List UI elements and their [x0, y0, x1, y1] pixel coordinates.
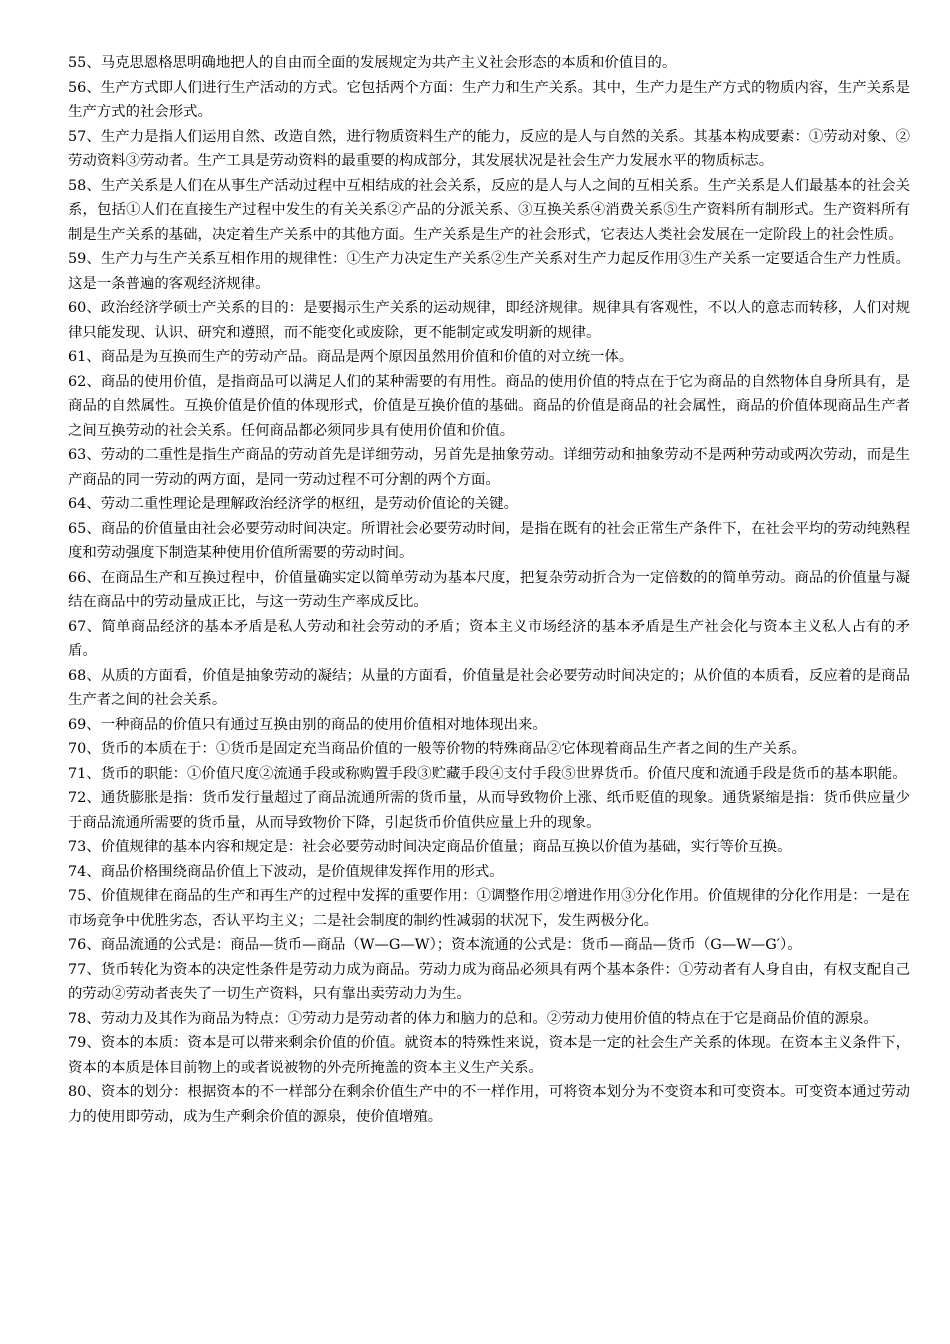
paragraph-78: 78、劳动力及其作为商品为特点：①劳动力是劳动者的体力和脑力的总和。②劳动力使用价值的特点在于它是商品价值的源泉。 [68, 1010, 878, 1027]
paragraph-59: 59、生产力与生产关系互相作用的规律性：①生产力决定生产关系②生产关系对生产力起反作用③生产关系一定要适合生产力性质。这是一条普遍的客观经济规律。 [68, 251, 910, 292]
paragraph-67: 67、简单商品经济的基本矛盾是私人劳动和社会劳动的矛盾；资本主义市场经济的基本矛盾是生产社会化与资本主义私人占有的矛盾。 [68, 618, 910, 659]
paragraph-62: 62、商品的使用价值，是指商品可以满足人们的某种需要的有用性。商品的使用价值的特点在于它为商品的自然物体自身所具有，是商品的自然属性。互换价值是价值的体现形式，价值是互换价值的基础。商品的价值是商品的社会属性，商品的价值体现商品生产者之间互换劳动的社会关系。任何商品都必须同步具有使用价值和价值。 [68, 373, 910, 439]
paragraph-66: 66、在商品生产和互换过程中，价值量确实定以简单劳动为基本尺度，把复杂劳动折合为一定倍数的的简单劳动。商品的价值量与凝结在商品中的劳动量成正比，与这一劳动生产率成反比。 [68, 569, 910, 610]
paragraph-65: 65、商品的价值量由社会必要劳动时间决定。所谓社会必要劳动时间，是指在既有的社会正常生产条件下，在社会平均的劳动纯熟程度和劳动强度下制造某种使用价值所需要的劳动时间。 [68, 520, 910, 561]
paragraph-56: 56、生产方式即人们进行生产活动的方式。它包括两个方面：生产力和生产关系。其中，生产力是生产方式的物质内容，生产关系是生产方式的社会形式。 [68, 79, 910, 120]
paragraph-61: 61、商品是为互换而生产的劳动产品。商品是两个原因虽然用价值和价值的对立统一体。 [68, 349, 634, 365]
paragraph-70: 70、货币的本质在于：①货币是固定充当商品价值的一般等价物的特殊商品②它体现着商品生产者之间的生产关系。 [68, 741, 806, 757]
paragraph-73: 73、价值规律的基本内容和规定是：社会必要劳动时间决定商品价值量；商品互换以价值为基础，实行等价互换。 [68, 839, 792, 855]
paragraph-72: 72、通货膨胀是指：货币发行量超过了商品流通所需的货币量，从而导致物价上涨、纸币贬值的现象。通货紧缩是指：货币供应量少于商品流通所需要的货币量，从而导致物价下降，引起货币价值供应量上升的现象。 [68, 790, 910, 831]
paragraph-75: 75、价值规律在商品的生产和再生产的过程中发挥的重要作用：①调整作用②增进作用③分化作用。价值规律的分化作用是：一是在市场竞争中优胜劣态，否认平均主义；二是社会制度的制约性减弱的状况下，发生两极分化。 [68, 888, 910, 929]
paragraph-77: 77、货币转化为资本的决定性条件是劳动力成为商品。劳动力成为商品必须具有两个基本条件：①劳动者有人身自由，有权支配自己的劳动②劳动者丧失了一切生产资料，只有靠出卖劳动力为生。 [68, 961, 910, 1002]
paragraph-58: 58、生产关系是人们在从事生产活动过程中互相结成的社会关系，反应的是人与人之间的互相关系。生产关系是人们最基本的社会关系，包括①人们在直接生产过程中发生的有关关系②产品的分派关系、③互换关系④消费关系⑤生产资料所有制形式。生产资料所有制是生产关系的基础，决定着生产关系中的其他方面。生产关系是生产的社会形式，它表达人类社会发展在一定阶段上的社会性质。 [68, 177, 910, 243]
paragraph-55: 55、马克思恩格思明确地把人的自由而全面的发展规定为共产主义社会形态的本质和价值目的。 [68, 55, 677, 71]
paragraph-76: 76、商品流通的公式是：商品—货币—商品（W—G—W）；资本流通的公式是：货币—商品—货币（G—W—G′）。 [68, 937, 802, 953]
paragraph-63: 63、劳动的二重性是指生产商品的劳动首先是详细劳动，另首先是抽象劳动。详细劳动和抽象劳动不是两种劳动或两次劳动，而是生产商品的同一劳动的两方面，是同一劳动过程不可分割的两个方面。 [68, 447, 910, 488]
paragraph-60: 60、政治经济学硕士产关系的目的：是要揭示生产关系的运动规律，即经济规律。规律具有客观性，不以人的意志而转移，人们对规律只能发现、认识、研究和遵照，而不能变化或废除，更不能制定或发明新的规律。 [68, 300, 910, 341]
paragraph-79: 79、资本的本质：资本是可以带来剩余价值的价值。就资本的特殊性来说，资本是一定的社会生产关系的体现。在资本主义条件下，资本的本质是体目前物上的或者说被物的外壳所掩盖的资本主义生产关系。 [68, 1035, 910, 1076]
document-body [68, 51, 910, 1129]
paragraph-69: 69、一种商品的价值只有通过互换由别的商品的使用价值相对地体现出来。 [68, 716, 547, 733]
paragraph-74: 74、商品价格围绕商品价值上下波动，是价值规律发挥作用的形式。 [68, 863, 504, 880]
paragraph-71: 71、货币的职能：①价值尺度②流通手段或称购置手段③贮藏手段④支付手段⑤世界货币。价值尺度和流通手段是货币的基本职能。 [68, 765, 907, 782]
paragraph-57: 57、生产力是指人们运用自然、改造自然，进行物质资料生产的能力，反应的是人与自然的关系。其基本构成要素：①劳动对象、②劳动资料③劳动者。生产工具是劳动资料的最重要的构成部分，其发展状况是社会生产力发展水平的物质标志。 [68, 128, 910, 169]
paragraph-80: 80、资本的划分：根据资本的不一样部分在剩余价值生产中的不一样作用，可将资本划分为不变资本和可变资本。可变资本通过劳动力的使用即劳动，成为生产剩余价值的源泉，使价值增殖。 [68, 1084, 910, 1125]
paragraph-68: 68、从质的方面看，价值是抽象劳动的凝结；从量的方面看，价值量是社会必要劳动时间决定的；从价值的本质看，反应着的是商品生产者之间的社会关系。 [68, 667, 910, 708]
paragraph-64: 64、劳动二重性理论是理解政治经济学的枢纽，是劳动价值论的关键。 [68, 496, 519, 512]
